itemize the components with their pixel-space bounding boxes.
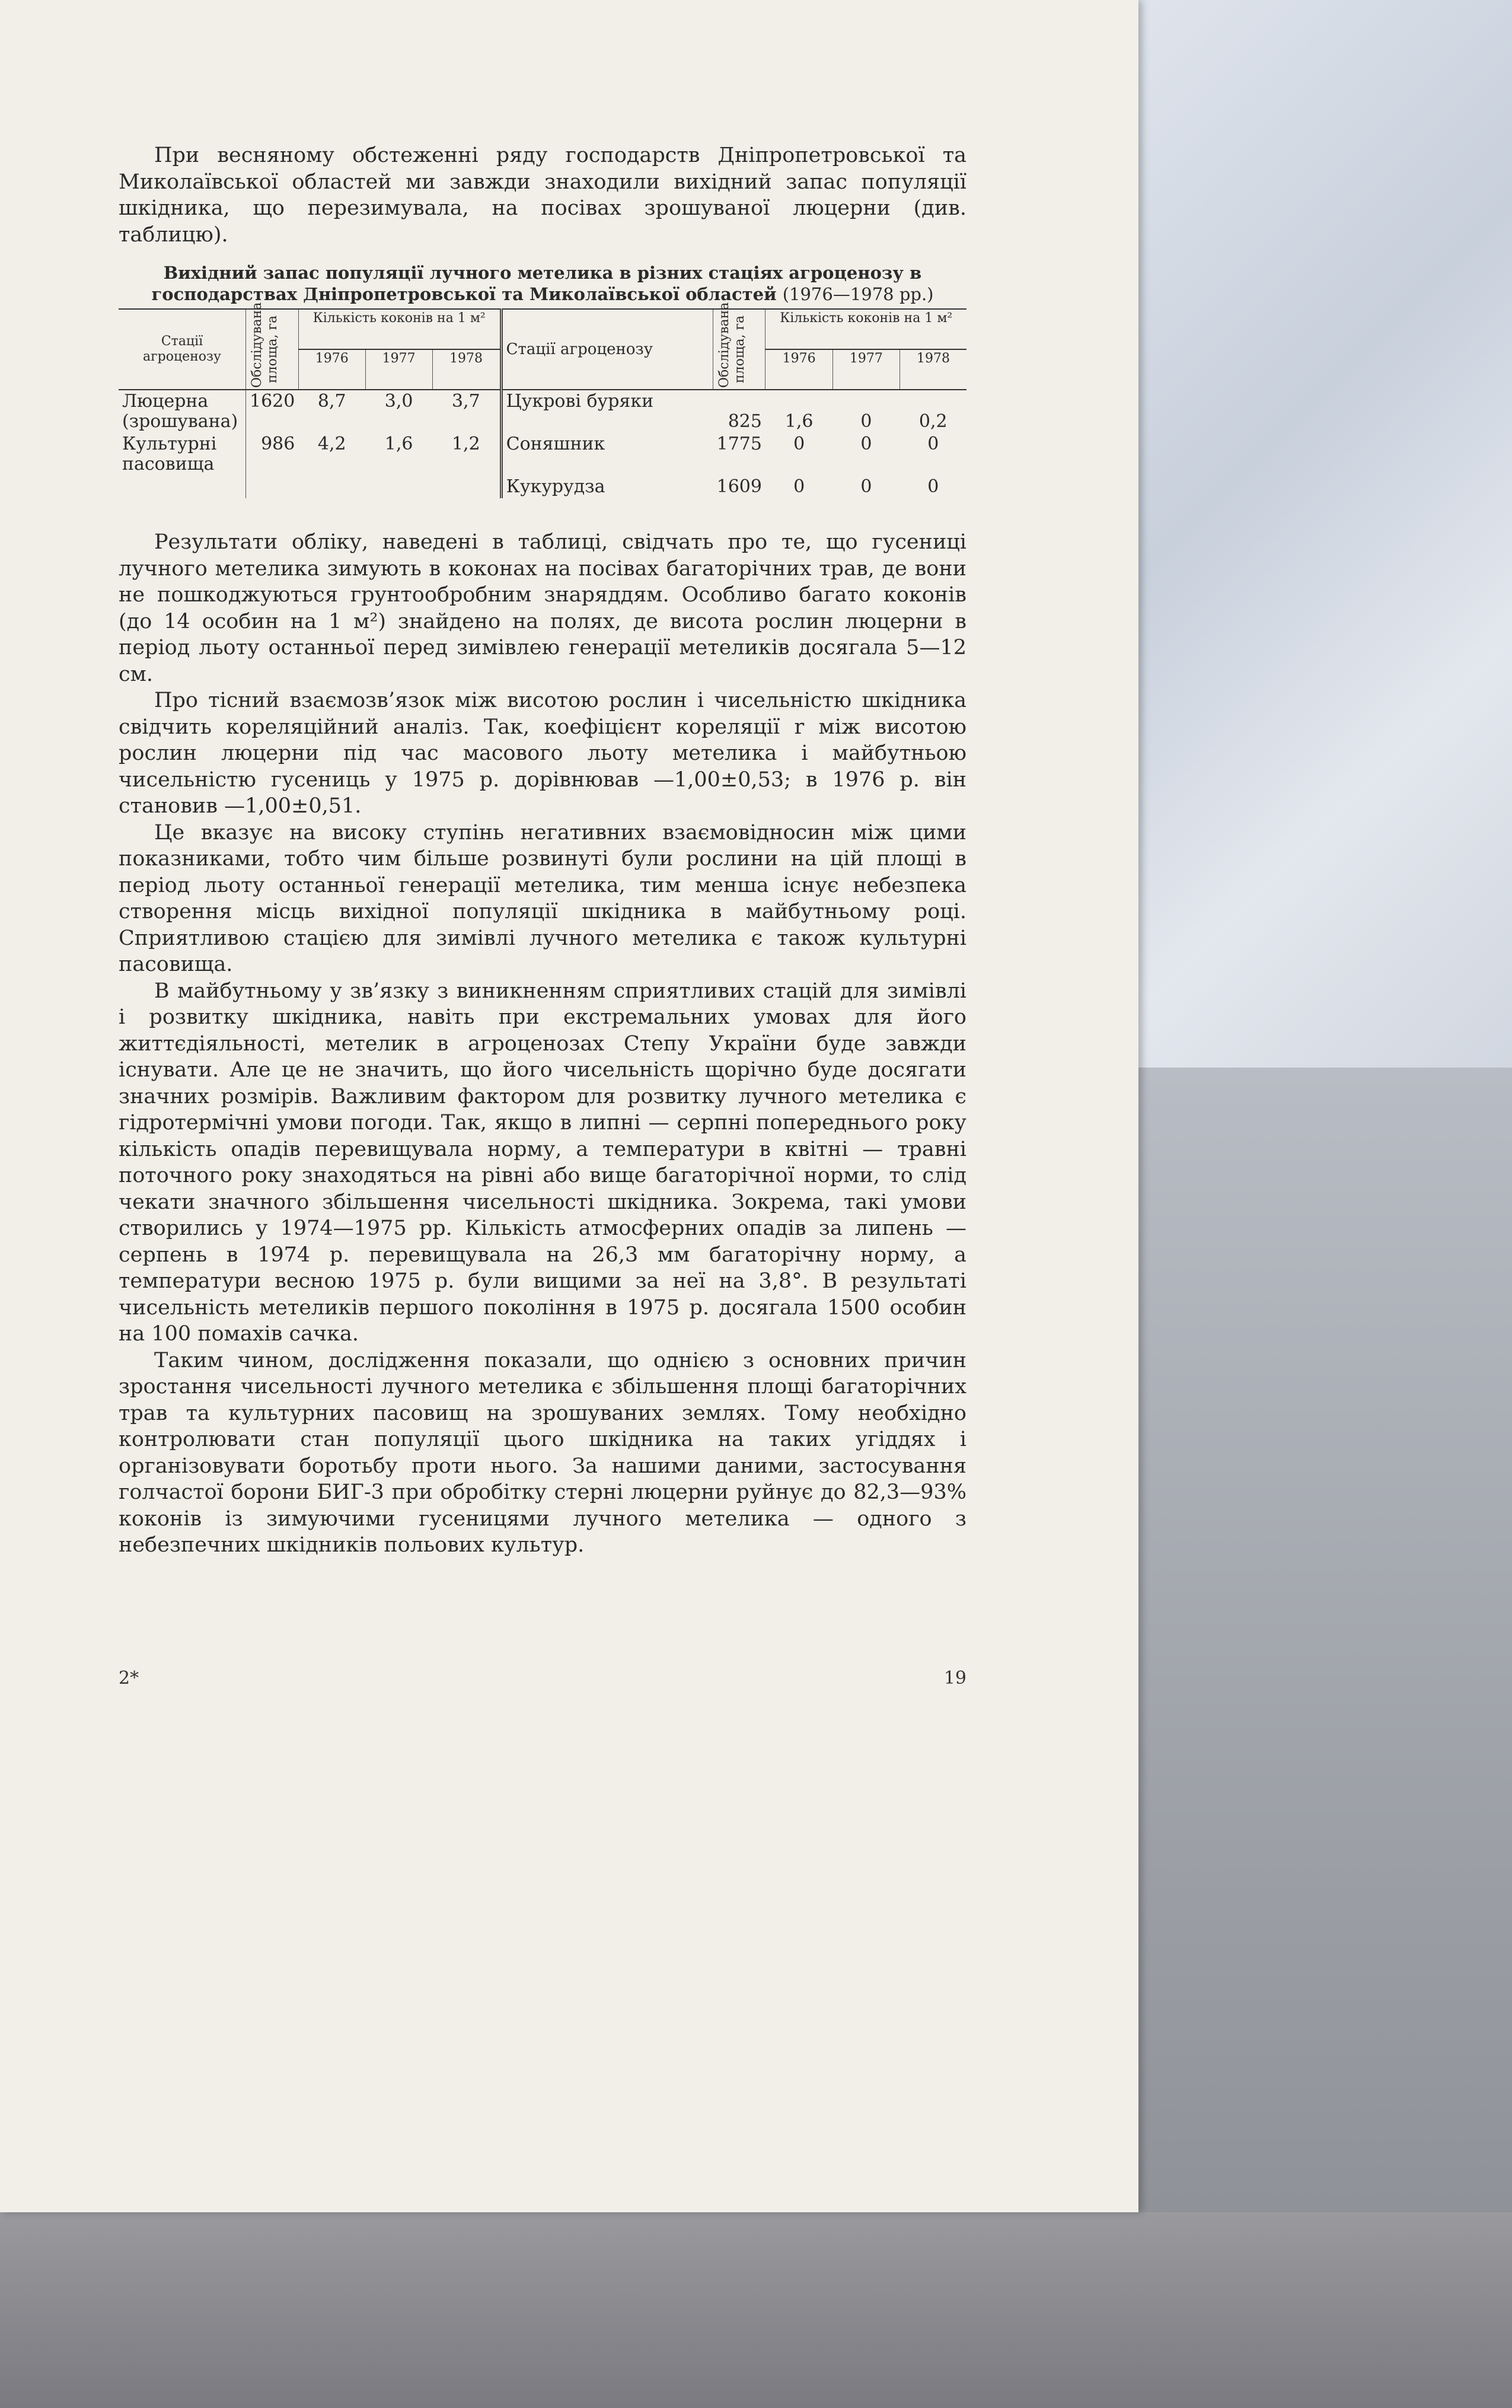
area-value: 1609 (716, 476, 762, 497)
header-station-left: Стації агроценозу (119, 309, 246, 390)
body-paragraph: В майбутньому у зв’язку з виникненням сприятливих стацій для зимівлі і розвитку шкідника, навіть при екстремальних умовах для його життєдіяльності, метелик в агроценозах Степу України буде завжди існувати. Але це не значить, що його чисельність щорічно буде досягати значних розмірів. Важливим фактором для розвитку лучного метелика є гідротермічні умови погоди. Так, якщо в липні — серпні попереднього року кількість опадів перевищувала норму, а температури в квітні — травні поточного року знаходяться на рівні або вище багаторічної норми, то слід чекати значного збільшення чисельності шкідника. Зокрема, такі умови створились у 1974—1975 рр. Кількість атмосферних опадів за липень — серпень в 1974 р. перевищувала на 26,3 мм багаторічну норму, а температури весною 1975 р. були вищими за неї на 3,8°. В результаті чисельність метеликів першого покоління в 1975 р. досягала 1500 особин на 100 помахів сачка. (119, 979, 966, 1346)
table-row (119, 390, 966, 433)
signature-mark: 2* (119, 1668, 139, 1689)
count-1978: 0 (927, 434, 939, 454)
count-1978: 3,7 (451, 391, 480, 412)
station-name: Люцерна (зрошувана) (122, 391, 238, 432)
table-row (119, 433, 966, 476)
count-1977: 0 (860, 476, 872, 497)
year-1976-left: 1976 (298, 349, 365, 390)
count-1976: 8,7 (317, 391, 346, 412)
table-row (119, 476, 966, 498)
body-paragraph: Про тісний взаємозв’язок між висотою рослин і чисельністю шкідника свідчить кореляційний аналіз. Так, коефіцієнт кореляції r між висотою рослин люцерни під час масового льоту метелика і майбутньою чисельністю гусениць у 1975 р. дорівнював —1,00±0,53; в 1976 р. він становив —1,00±0,51. (119, 689, 966, 818)
count-1977: 0 (860, 411, 872, 432)
background-bottom (0, 2212, 1512, 2408)
data-table (119, 302, 966, 498)
body-paragraph: Це вказує на високу ступінь негативних взаємовідносин між цими показниками, тобто чим більше розвинуті були рослини на цій площі в період льоту останньої генерації метелика, тим менша існує небезпека створення місць вихідної популяції шкідника в майбутньому році. Сприятливою стацією для зимівлі лучного метелика є також культурні пасовища. (119, 820, 966, 976)
station-name: Культурні пасовища (122, 434, 217, 474)
area-value: 1620 (246, 390, 299, 433)
station-name: Кукурудза (501, 476, 713, 498)
count-1978: 1,2 (451, 434, 480, 454)
count-1976: 4,2 (317, 434, 346, 454)
intro-paragraph: При весняному обстеженні ряду господарств Дніпропетровської та Миколаївської областей ми завжди знаходили вихідний запас популяції шкідника, що перезимувала, на посівах зрошуваної люцерни (див. таблицю). (119, 144, 966, 247)
count-1978: 0 (927, 476, 939, 497)
area-value: 1775 (716, 434, 762, 454)
table-header-row (119, 309, 966, 349)
background-shadow (1138, 1068, 1512, 2212)
year-1978-left: 1978 (432, 349, 501, 390)
year-1977-right: 1977 (832, 349, 899, 390)
header-station-right: Стації агроценозу (501, 309, 713, 390)
year-1977-left: 1977 (365, 349, 432, 390)
header-area-right: Обслідувана площа, га (713, 309, 765, 390)
background-cloth (1138, 0, 1512, 1068)
table-title-main: Вихідний запас популяції лучного метелика в різних стаціях агроценозу в господарствах Дніпропетровської та Миколаївської областей (151, 263, 922, 304)
count-1976: 0 (793, 476, 805, 497)
count-1977: 0 (860, 434, 872, 454)
header-count-right: Кількість коконів на 1 м² (765, 309, 966, 349)
area-value: 986 (246, 433, 299, 476)
count-1977: 1,6 (384, 434, 413, 454)
station-name: Цукрові буряки (501, 390, 713, 433)
page-content (119, 142, 966, 1559)
header-count-left: Кількість коконів на 1 м² (298, 309, 501, 349)
count-1976: 0 (793, 434, 805, 454)
year-1978-right: 1978 (900, 349, 966, 390)
area-value: 825 (728, 411, 762, 432)
page-number: 19 (943, 1668, 966, 1689)
header-area-left: Обслідувана площа, га (246, 309, 299, 390)
table-title (119, 262, 966, 305)
count-1978: 0,2 (918, 411, 948, 432)
count-1976: 1,6 (784, 411, 814, 432)
body-paragraph: Результати обліку, наведені в таблиці, свідчать про те, що гусениці лучного метелика зимують в коконах на посівах багаторічних трав, де вони не пошкоджуються грунтообробним знаряддям. Особливо багато коконів (до 14 особин на 1 м²) знайдено на полях, де висота рослин люцерни в період льоту останньої перед зимівлею генерації метеликів досягала 5—12 см. (119, 530, 966, 686)
table-title-years: (1976—1978 рр.) (782, 284, 934, 304)
station-name: Соняшник (501, 433, 713, 476)
count-1977: 3,0 (384, 391, 413, 412)
body-paragraph: Таким чином, дослідження показали, що однією з основних причин зростання чисельності лучного метелика є збільшення площі багаторічних трав та культурних пасовищ на зрошуваних землях. Тому необхідно контролювати стан популяції цього шкідника на таких угіддях і організовувати боротьбу проти нього. За нашими даними, застосування голчастої борони БИГ-3 при обробітку стерні люцерни руйнує до 82,3—93% коконів із зимуючими гусеницями лучного метелика — одного з небезпечних шкідників польових культур. (119, 1348, 966, 1557)
year-1976-right: 1976 (765, 349, 832, 390)
